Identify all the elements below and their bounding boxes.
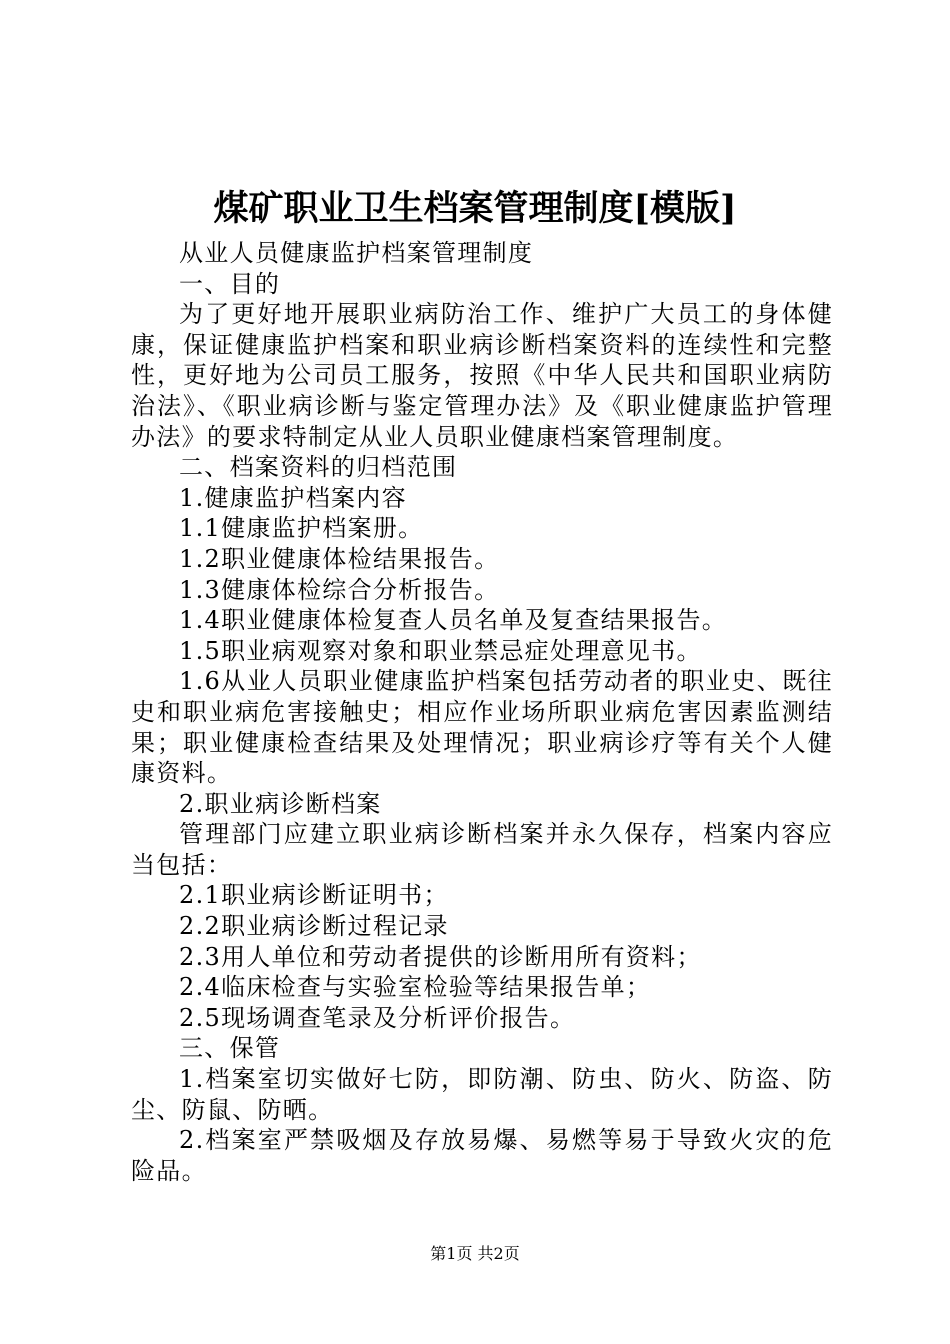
list-item: 1.3健康体检综合分析报告。	[179, 575, 500, 604]
document-body	[131, 238, 833, 1186]
list-item: 1.6从业人员职业健康监护档案包括劳动者的职业史、既往史和职业病危害接触史；相应作业场所职业病危害因素监测结果；职业健康检查结果及处理情况；职业病诊疗等有关个人健康资料。	[131, 667, 833, 788]
list-item: 1.4职业健康体检复查人员名单及复查结果报告。	[179, 606, 728, 635]
paragraph: 从业人员健康监护档案管理制度	[179, 239, 534, 267]
list-item: 2.档案室严禁吸烟及存放易爆、易燃等易于导致火灾的危险品。	[131, 1126, 833, 1185]
paragraph: 管理部门应建立职业病诊断档案并永久保存，档案内容应当包括：	[131, 820, 833, 879]
paragraph: 2.职业病诊断档案	[179, 789, 382, 818]
list-item: 2.5现场调查笔录及分析评价报告。	[179, 1003, 576, 1032]
list-item: 2.4临床检查与实验室检验等结果报告单；	[179, 973, 652, 1002]
section-heading: 二、档案资料的归档范围	[179, 453, 458, 482]
section-heading: 三、保管	[179, 1034, 281, 1063]
section-heading: 一、目的	[179, 269, 281, 298]
list-item: 2.3用人单位和劳动者提供的诊断用所有资料；	[179, 942, 702, 971]
paragraph: 1.健康监护档案内容	[179, 483, 407, 512]
document-title: 煤矿职业卫生档案管理制度[模版]	[213, 188, 737, 229]
list-item: 1.5职业病观察对象和职业禁忌症处理意见书。	[179, 636, 702, 665]
list-item: 2.2职业病诊断过程记录	[179, 912, 449, 941]
paragraph: 为了更好地开展职业病防治工作、维护广大员工的身体健康，保证健康监护档案和职业病诊断档案资料的连续性和完整性，更好地为公司员工服务，按照《中华人民共和国职业病防治法》、《职业病诊断与鉴定管理办法》及《职业健康监护管理办法》的要求特制定从业人员职业健康档案管理制度。	[131, 300, 833, 451]
list-item: 1.2职业健康体检结果报告。	[179, 544, 500, 573]
list-item: 1.档案室切实做好七防，即防潮、防虫、防火、防盗、防尘、防鼠、防晒。	[131, 1065, 833, 1124]
list-item: 2.1职业病诊断证明书；	[179, 881, 449, 910]
page-number-footer: 第1页 共2页	[430, 1244, 520, 1263]
list-item: 1.1健康监护档案册。	[179, 514, 424, 543]
